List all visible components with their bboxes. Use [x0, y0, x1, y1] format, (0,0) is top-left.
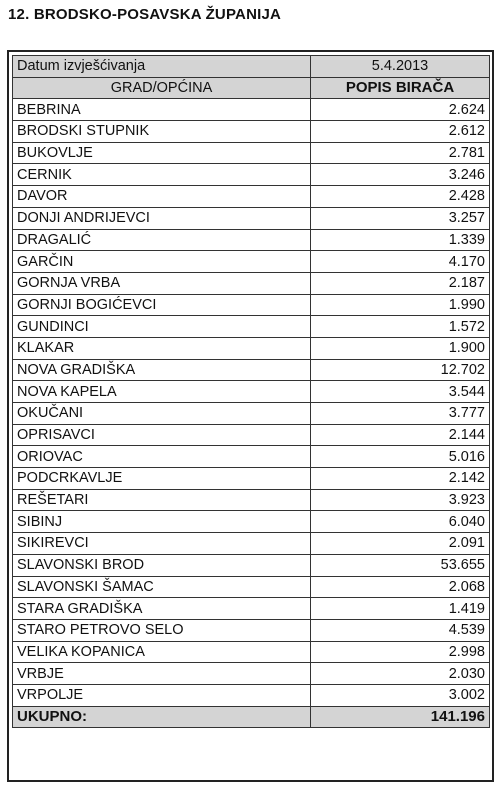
table-row — [13, 229, 490, 251]
table-row — [13, 186, 490, 208]
table-row — [13, 446, 490, 468]
voter-count: 2.144 — [311, 424, 490, 446]
voter-count: 2.091 — [311, 533, 490, 555]
voter-count: 2.781 — [311, 142, 490, 164]
municipality-name: SLAVONSKI BROD — [13, 554, 311, 576]
voter-count: 2.142 — [311, 468, 490, 490]
table-row — [13, 403, 490, 425]
municipality-name: NOVA GRADIŠKA — [13, 359, 311, 381]
municipality-name: GORNJI BOGIĆEVCI — [13, 294, 311, 316]
total-label: UKUPNO: — [13, 706, 311, 728]
voter-count: 4.170 — [311, 251, 490, 273]
voter-count: 2.068 — [311, 576, 490, 598]
page-title: 12. BRODSKO-POSAVSKA ŽUPANIJA — [8, 6, 282, 23]
voter-count: 1.419 — [311, 598, 490, 620]
municipality-name: SLAVONSKI ŠAMAC — [13, 576, 311, 598]
table-row — [13, 121, 490, 143]
total-value: 141.196 — [311, 706, 490, 728]
table-row — [13, 294, 490, 316]
voter-count: 12.702 — [311, 359, 490, 381]
table-row — [13, 424, 490, 446]
voter-count: 2.428 — [311, 186, 490, 208]
municipality-name: VRPOLJE — [13, 684, 311, 706]
table-row — [13, 684, 490, 706]
voter-count: 3.544 — [311, 381, 490, 403]
table-row — [13, 381, 490, 403]
voter-count: 1.900 — [311, 337, 490, 359]
municipality-name: DONJI ANDRIJEVCI — [13, 207, 311, 229]
voter-count: 4.539 — [311, 619, 490, 641]
voter-count: 2.612 — [311, 121, 490, 143]
municipality-name: GORNJA VRBA — [13, 272, 311, 294]
voter-count: 3.257 — [311, 207, 490, 229]
total-row — [13, 706, 490, 728]
municipality-name: BUKOVLJE — [13, 142, 311, 164]
voter-register-table — [12, 55, 490, 728]
municipality-name: REŠETARI — [13, 489, 311, 511]
municipality-name: BRODSKI STUPNIK — [13, 121, 311, 143]
table-row — [13, 511, 490, 533]
municipality-name: STARO PETROVO SELO — [13, 619, 311, 641]
table-row — [13, 337, 490, 359]
voter-count: 1.572 — [311, 316, 490, 338]
municipality-name: DRAGALIĆ — [13, 229, 311, 251]
municipality-name: VRBJE — [13, 663, 311, 685]
table-row — [13, 576, 490, 598]
table-row — [13, 359, 490, 381]
table-row — [13, 99, 490, 121]
table-row — [13, 598, 490, 620]
voter-count: 3.246 — [311, 164, 490, 186]
voter-count: 1.990 — [311, 294, 490, 316]
voter-count: 5.016 — [311, 446, 490, 468]
voter-count: 2.624 — [311, 99, 490, 121]
municipality-name: PODCRKAVLJE — [13, 468, 311, 490]
table-row — [13, 272, 490, 294]
voter-count: 6.040 — [311, 511, 490, 533]
table-row — [13, 641, 490, 663]
table-row — [13, 619, 490, 641]
table-row — [13, 489, 490, 511]
municipality-name: OPRISAVCI — [13, 424, 311, 446]
municipality-name: KLAKAR — [13, 337, 311, 359]
table-row — [13, 251, 490, 273]
municipality-name: STARA GRADIŠKA — [13, 598, 311, 620]
voter-count: 3.777 — [311, 403, 490, 425]
municipality-name: GUNDINCI — [13, 316, 311, 338]
table-row — [13, 533, 490, 555]
voter-count: 2.187 — [311, 272, 490, 294]
table-row — [13, 316, 490, 338]
column-header-row — [13, 77, 490, 99]
voter-count: 53.655 — [311, 554, 490, 576]
report-date-row — [13, 56, 490, 78]
column-header-voter-count: POPIS BIRAČA — [311, 77, 490, 99]
municipality-name: ORIOVAC — [13, 446, 311, 468]
municipality-name: DAVOR — [13, 186, 311, 208]
voter-count: 3.002 — [311, 684, 490, 706]
voter-count: 2.998 — [311, 641, 490, 663]
voter-count: 1.339 — [311, 229, 490, 251]
municipality-name: VELIKA KOPANICA — [13, 641, 311, 663]
report-date-value: 5.4.2013 — [311, 56, 490, 78]
voter-count: 2.030 — [311, 663, 490, 685]
municipality-name: OKUČANI — [13, 403, 311, 425]
table-row — [13, 207, 490, 229]
table-row — [13, 142, 490, 164]
table-row — [13, 164, 490, 186]
municipality-name: SIKIREVCI — [13, 533, 311, 555]
report-date-label: Datum izvješćivanja — [13, 56, 311, 78]
municipality-name: CERNIK — [13, 164, 311, 186]
municipality-name: GARČIN — [13, 251, 311, 273]
table-row — [13, 554, 490, 576]
voter-count: 3.923 — [311, 489, 490, 511]
table-row — [13, 663, 490, 685]
voter-register-table-frame — [7, 50, 494, 782]
table-row — [13, 468, 490, 490]
column-header-municipality: GRAD/OPĆINA — [13, 77, 311, 99]
municipality-name: NOVA KAPELA — [13, 381, 311, 403]
municipality-name: SIBINJ — [13, 511, 311, 533]
municipality-name: BEBRINA — [13, 99, 311, 121]
